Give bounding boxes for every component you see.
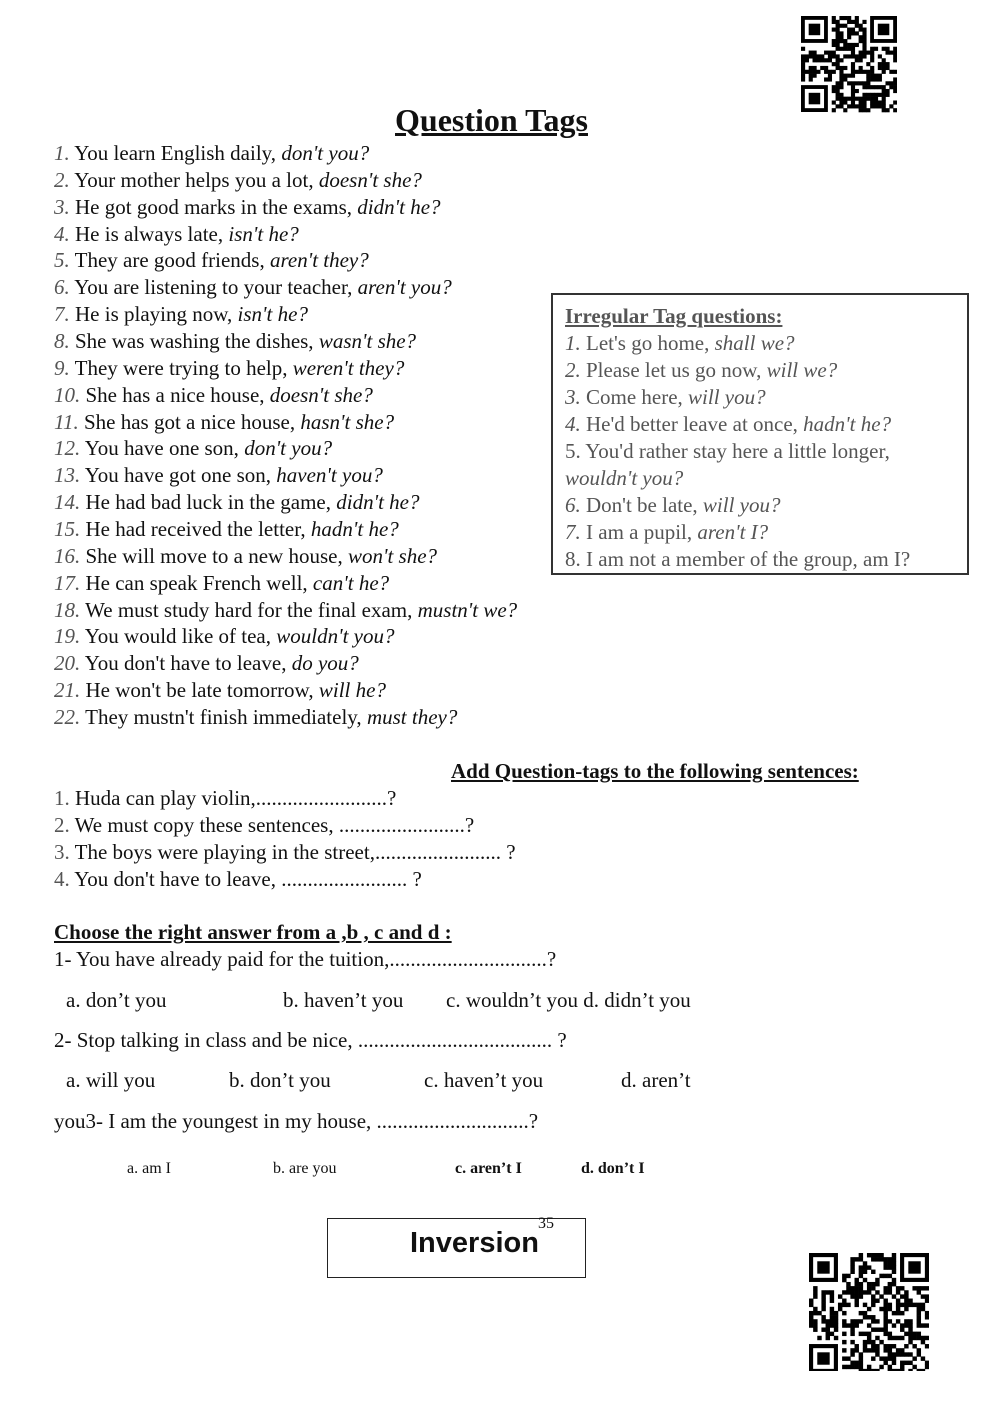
item-number: 4. <box>54 867 70 891</box>
sentence: We must copy these sentences, ........................? <box>74 813 475 837</box>
question-3: you3- I am the youngest in my house, .............................? <box>54 1109 539 1133</box>
example-line <box>54 383 373 407</box>
example-line <box>54 678 386 702</box>
irregular-line <box>565 385 766 409</box>
exercise1-item <box>54 867 422 891</box>
item-number: 16. <box>54 543 81 568</box>
item-number: 7. <box>565 520 581 544</box>
sentence: The boys were playing in the street,........................ ? <box>74 840 516 864</box>
item-number: 1. <box>54 786 70 810</box>
question-tag: aren't I? <box>697 520 769 544</box>
inversion-title-box <box>327 1215 586 1278</box>
item-number: 5. <box>565 439 581 463</box>
exercise1-heading: Add Question-tags to the following sentences: <box>451 759 859 783</box>
example-line <box>54 195 441 219</box>
example-line <box>54 168 422 192</box>
item-number: 18. <box>54 597 81 622</box>
exercise1-item <box>54 786 396 810</box>
exercise2-heading: Choose the right answer from a ,b , c and d : <box>54 920 452 944</box>
irregular-line <box>565 520 768 544</box>
question-tag: will you? <box>688 385 766 409</box>
question-tag: wasn't she? <box>318 329 417 354</box>
question-tag: will he? <box>318 678 386 703</box>
sentence: She has got a nice house, <box>83 409 296 434</box>
question-tag: doesn't she? <box>269 382 373 407</box>
question-tag: can't he? <box>312 570 390 595</box>
item-number: 1. <box>54 141 70 165</box>
question-tag: must they? <box>366 705 458 730</box>
item-number: 22. <box>54 705 81 730</box>
example-line <box>54 705 457 729</box>
item-number: 21. <box>54 678 81 703</box>
sentence: They were trying to help, <box>74 355 288 380</box>
sentence: We must study hard for the final exam, <box>85 597 413 622</box>
question-tag: didn't he? <box>336 490 420 515</box>
item-number: 2. <box>54 813 70 837</box>
item-number: 4. <box>565 412 581 436</box>
item-number: 6. <box>54 275 70 300</box>
q1-option-cd: c. wouldn’t you d. didn’t you <box>446 988 691 1012</box>
sentence: You'd rather stay here a little longer, <box>585 439 890 463</box>
question-tag: shall we? <box>714 331 795 355</box>
item-number: 5. <box>54 248 70 273</box>
sentence: He is playing now, <box>75 302 233 327</box>
item-number: 11. <box>54 409 79 434</box>
sentence: You have got one son, <box>84 463 272 488</box>
question-1: 1- You have already paid for the tuition,..............................? <box>54 947 557 971</box>
sentence: He is always late, <box>75 221 224 246</box>
irregular-line <box>565 412 891 436</box>
example-line <box>54 624 395 648</box>
q1-option-b: b. haven’t you <box>283 988 404 1012</box>
example-line <box>54 517 399 541</box>
item-number: 17. <box>54 570 81 595</box>
item-number: 12. <box>54 436 81 461</box>
question-tag: don't you? <box>244 436 333 461</box>
item-number: 3. <box>565 385 581 409</box>
irregular-tags-box <box>551 293 969 575</box>
item-number: 6. <box>565 493 581 517</box>
inversion-title: Inversion <box>410 1227 539 1259</box>
item-number: 13. <box>54 463 81 488</box>
question-tag: won't she? <box>347 543 438 568</box>
sentence: I am not a member of the group, am I? <box>586 547 911 571</box>
example-line <box>54 598 517 622</box>
sentence: Don't be late, <box>586 493 698 517</box>
item-number: 19. <box>54 624 81 649</box>
sentence: He got good marks in the exams, <box>75 194 353 219</box>
question-2: 2- Stop talking in class and be nice, ..................................... ? <box>54 1028 567 1052</box>
item-number: 8. <box>565 547 581 571</box>
item-number: 14. <box>54 490 81 515</box>
sentence: Huda can play violin,.........................? <box>75 786 397 810</box>
item-number: 8. <box>54 329 70 354</box>
question-tag: will you? <box>702 493 781 517</box>
example-line <box>54 436 332 460</box>
sentence: He can speak French well, <box>85 570 308 595</box>
page-number: 35 <box>538 1215 554 1232</box>
irregular-heading: Irregular Tag questions: <box>565 304 783 328</box>
example-line <box>54 141 369 165</box>
example-line <box>54 571 389 595</box>
example-line <box>54 329 416 353</box>
example-line <box>54 275 452 299</box>
question-tag: mustn't we? <box>417 597 518 622</box>
question-tag: hasn't she? <box>300 409 395 434</box>
sentence: He won't be late tomorrow, <box>85 678 314 703</box>
sentence: I am a pupil, <box>586 520 693 544</box>
example-line <box>54 356 404 380</box>
q2-option-c: c. haven’t you <box>424 1068 544 1092</box>
item-number: 1. <box>565 331 581 355</box>
question-tag: haven't you? <box>276 463 383 488</box>
item-number: 4. <box>54 221 70 246</box>
sentence: He'd better leave at once, <box>586 412 798 436</box>
sentence: They mustn't finish immediately, <box>85 705 362 730</box>
q3-option-a: a. am I <box>127 1160 171 1177</box>
irregular-line <box>565 439 890 463</box>
exercise1-item <box>54 813 474 837</box>
irregular-line <box>565 331 795 355</box>
irregular-line <box>565 466 683 490</box>
exercise1-item <box>54 840 516 864</box>
question-tag: wouldn't you? <box>565 466 684 490</box>
item-number: 3. <box>54 840 70 864</box>
item-number: 2. <box>565 358 581 382</box>
question-tag: hadn't he? <box>310 517 399 542</box>
question-tag: didn't he? <box>357 194 441 219</box>
question-tag: don't you? <box>281 141 370 165</box>
item-number: 9. <box>54 355 70 380</box>
question-tag: do you? <box>291 651 359 676</box>
question-tag: hadn't he? <box>803 412 892 436</box>
sentence: He had received the letter, <box>85 517 306 542</box>
example-line <box>54 490 419 514</box>
example-line <box>54 248 369 272</box>
question-tag: aren't you? <box>357 275 452 300</box>
example-line <box>54 222 299 246</box>
sentence: Let's go home, <box>586 331 710 355</box>
sentence: Come here, <box>586 385 683 409</box>
page-title: Question Tags <box>395 102 588 138</box>
item-number: 15. <box>54 517 81 542</box>
q2-option-b: b. don’t you <box>229 1068 331 1092</box>
sentence: He had bad luck in the game, <box>85 490 331 515</box>
sentence: She will move to a new house, <box>85 543 343 568</box>
irregular-line <box>565 547 910 571</box>
q3-option-b: b. are you <box>273 1160 337 1177</box>
sentence: Please let us go now, <box>586 358 762 382</box>
irregular-line <box>565 493 781 517</box>
sentence: You don't have to leave, ........................ ? <box>74 867 422 891</box>
q3-option-d: d. don’t I <box>581 1160 645 1177</box>
example-line <box>54 302 308 326</box>
item-number: 7. <box>54 302 70 327</box>
sentence: You don't have to leave, <box>84 651 287 676</box>
question-tag: isn't he? <box>228 221 299 246</box>
sentence: She was washing the dishes, <box>75 329 314 354</box>
item-number: 10. <box>54 382 81 407</box>
sentence: You would like of tea, <box>84 624 272 649</box>
question-tag: doesn't she? <box>318 167 422 192</box>
q2-option-a: a. will you <box>66 1068 156 1092</box>
irregular-line <box>565 358 837 382</box>
question-tag: isn't he? <box>237 302 308 327</box>
question-tag: wouldn't you? <box>276 624 395 649</box>
example-line <box>54 463 383 487</box>
example-line <box>54 410 394 434</box>
q2-option-d: d. aren’t <box>621 1068 691 1092</box>
sentence: You have one son, <box>84 436 239 461</box>
qr-code-bottom <box>809 1253 929 1371</box>
question-tag: will we? <box>766 358 838 382</box>
sentence: You learn English daily, <box>74 141 277 165</box>
question-tag: weren't they? <box>292 355 405 380</box>
example-line <box>54 544 437 568</box>
question-tag: aren't they? <box>269 248 369 273</box>
item-number: 20. <box>54 651 81 676</box>
example-line <box>54 651 359 675</box>
sentence: Your mother helps you a lot, <box>74 167 314 192</box>
sentence: You are listening to your teacher, <box>74 275 353 300</box>
item-number: 3. <box>54 194 70 219</box>
sentence: They are good friends, <box>74 248 265 273</box>
q3-option-c: c. aren’t I <box>455 1160 522 1177</box>
item-number: 2. <box>54 167 70 192</box>
q1-option-a: a. don’t you <box>66 988 167 1012</box>
sentence: She has a nice house, <box>85 382 265 407</box>
